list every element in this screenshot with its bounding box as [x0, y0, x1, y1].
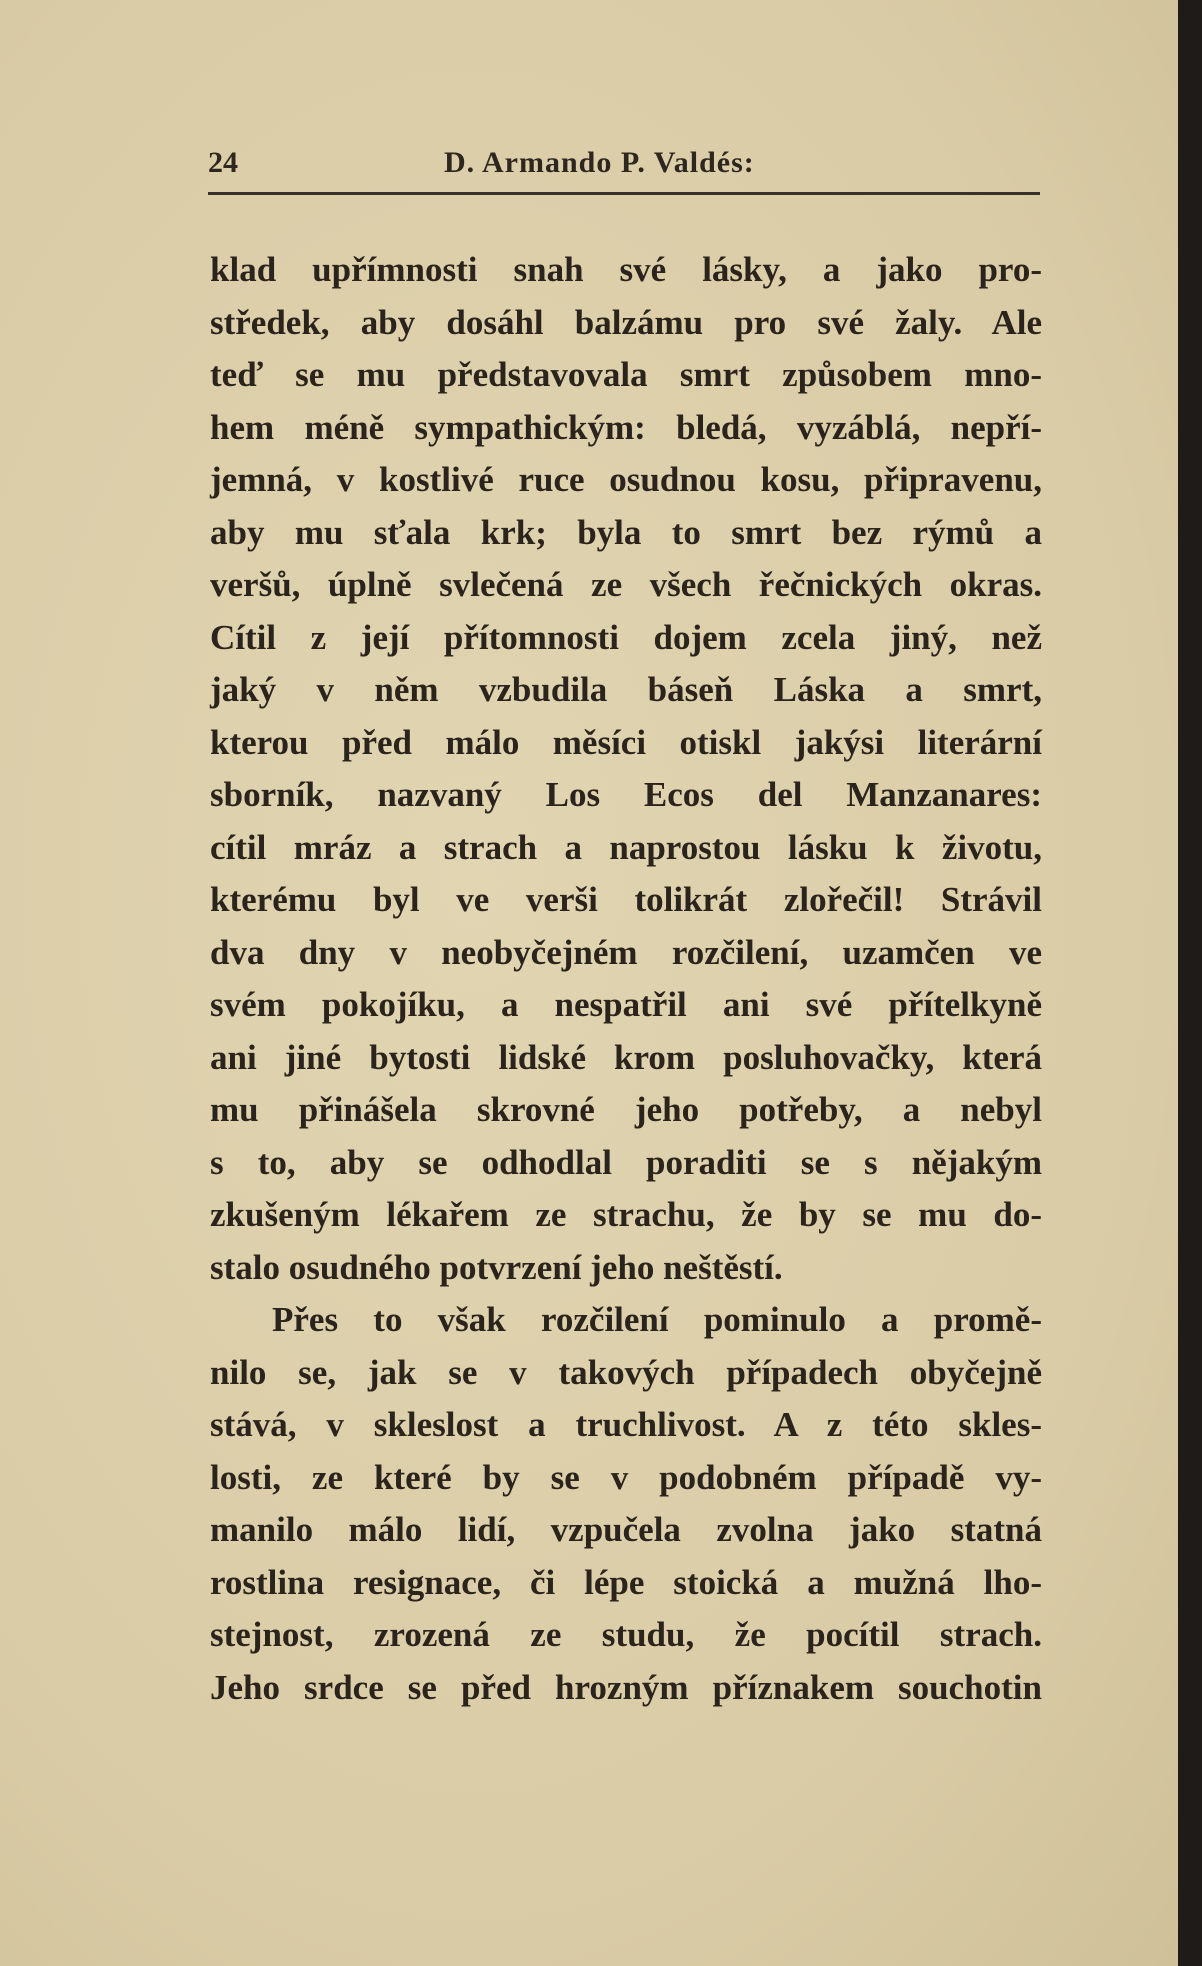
text-line: rostlina resignace, či lépe stoická a mužná lho- [210, 1562, 1042, 1602]
text-line: nilo se, jak se v takových případech obyčejně [210, 1352, 1042, 1392]
page-edge [1178, 0, 1202, 1966]
running-head: D. Armando P. Valdés: [444, 146, 755, 179]
body-text [210, 244, 1042, 1714]
text-line: stalo osudného potvrzení jeho neštěstí. [210, 1247, 783, 1287]
text-line: zkušeným lékařem ze strachu, že by se mu do- [210, 1195, 1042, 1234]
text-line: jemná, v kostlivé ruce osudnou kosu, připravenu, [210, 460, 1042, 499]
text-line: s to, aby se odhodlal poraditi se s nějakým [210, 1142, 1042, 1182]
text-line: klad upřímnosti snah své lásky, a jako pro- [210, 250, 1042, 289]
text-line: svém pokojíku, a nespatřil ani své přítelkyně [210, 985, 1042, 1024]
text-line: veršů, úplně svlečená ze všech řečnických okras. [210, 565, 1042, 604]
text-line: teď se mu představovala smrt způsobem mno- [210, 355, 1042, 394]
text-line: kterou před málo měsíci otiskl jakýsi literární [210, 722, 1042, 762]
page-number: 24 [208, 146, 238, 179]
text-line: manilo málo lidí, vzpučela zvolna jako statná [210, 1510, 1042, 1549]
text-line: hem méně sympathickým: bledá, vyzáblá, nepří- [210, 407, 1042, 447]
text-line: cítil mráz a strach a naprostou lásku k životu, [210, 827, 1042, 867]
text-line: ani jiné bytosti lidské krom posluhovačky, která [210, 1037, 1042, 1077]
text-line: mu přinášela skrovné jeho potřeby, a nebyl [210, 1090, 1042, 1129]
text-line: Jeho srdce se před hrozným příznakem souchotin [210, 1667, 1042, 1707]
text-line: Cítil z její přítomnosti dojem zcela jiný, než [210, 617, 1042, 657]
page-header [208, 140, 1040, 195]
text-line: sborník, nazvaný Los Ecos del Manzanares: [210, 775, 1042, 814]
text-line: dva dny v neobyčejném rozčilení, uzamčen ve [210, 932, 1042, 972]
text-line: středek, aby dosáhl balzámu pro své žaly. Ale [210, 302, 1042, 342]
text-line: aby mu sťala krk; byla to smrt bez rýmů a [210, 512, 1042, 552]
text-line: Přes to však rozčilení pominulo a promě- [272, 1300, 1042, 1339]
text-line: losti, ze které by se v podobném případě vy- [210, 1457, 1042, 1497]
text-line: stává, v skleslost a truchlivost. A z této skles- [210, 1405, 1042, 1444]
text-line: kterému byl ve verši tolikrát zlořečil! Strávil [210, 880, 1042, 919]
text-line: jaký v něm vzbudila báseň Láska a smrt, [210, 670, 1042, 709]
text-line: stejnost, zrozená ze studu, že pocítil strach. [210, 1615, 1042, 1654]
